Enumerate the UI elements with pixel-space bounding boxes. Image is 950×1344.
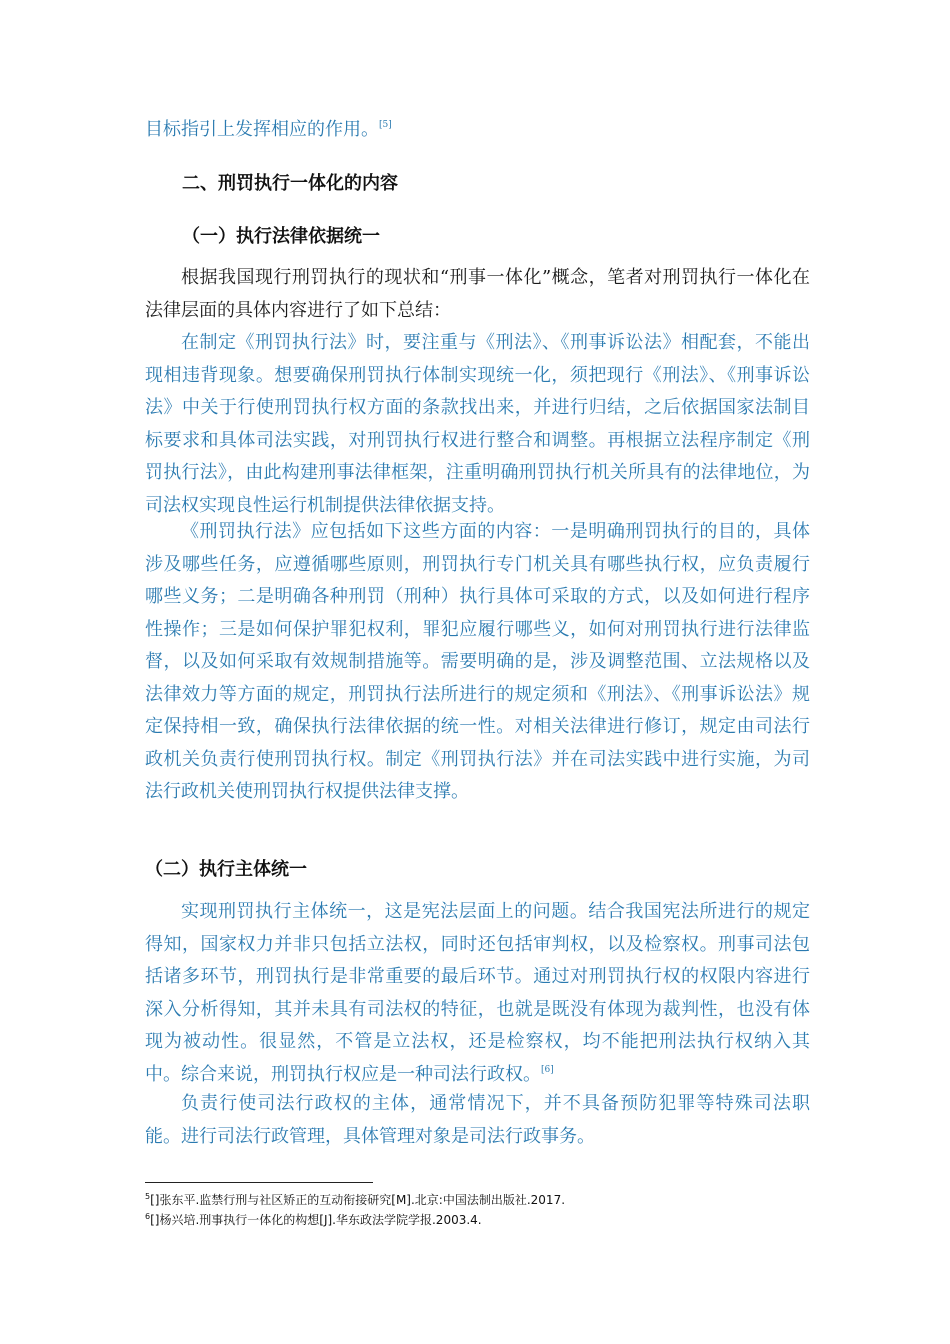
subsection-heading-1: （一）执行法律依据统一 [182, 226, 380, 247]
subsection-heading-2: （二）执行主体统一 [145, 859, 307, 880]
footnote-6 [145, 1212, 482, 1228]
footnote-5 [145, 1192, 565, 1208]
paragraph-execution-law-content: 《刑罚执行法》应包括如下这些方面的内容：一是明确刑罚执行的目的，具体涉及哪些任务，应遵循哪些原则，刑罚执行专门机关具有哪些执行权，应负责履行哪些义务；二是明确各种刑罚（刑种）执行具体可采取的方式，以及如何进行程序性操作；三是如何保护罪犯权利，罪犯应履行哪些义，如何对刑罚执行进行法律监督，以及如何采取有效规制措施等。需要明确的是，涉及调整范围、立法规格以及法律效力等方面的规定，刑罚执行法所进行的规定须和《刑法》、《刑事诉讼法》规定保持相一致，确保执行法律依据的统一性。对相关法律进行修订，规定由司法行政机关负责行使刑罚执行权。制定《刑罚执行法》并在司法实践中进行实施，为司法行政机关使刑罚执行权提供法律支撑。 [145, 521, 810, 802]
paragraph-judicial-administration: 负责行使司法行政权的主体，通常情况下，并不具备预防犯罪等特殊司法职能。进行司法行政管理，具体管理对象是司法行政事务。 [145, 1093, 810, 1147]
footnote-divider [145, 1182, 373, 1183]
paragraph-criminal-law-coordination: 在制定《刑罚执行法》时，要注重与《刑法》、《刑事诉讼法》相配套，不能出现相违背现象。想要确保刑罚执行体制实现统一化，须把现行《刑法》、《刑事诉讼法》中关于行使刑罚执行权方面的条款找出来，并进行归结，之后依据国家法制目标要求和具体司法实践，对刑罚执行权进行整合和调整。再根据立法程序制定《刑罚执行法》，由此构建刑事法律框架，注重明确刑罚执行机关所具有的法律地位，为司法权实现良性运行机制提供法律依据支持。 [145, 332, 810, 516]
section-heading-2: 二、刑罚执行一体化的内容 [182, 173, 398, 194]
citation-ref-5[interactable]: [5] [379, 120, 392, 130]
footnote-5-mark: 5 [145, 1192, 151, 1201]
footnote-6-text: []杨兴培.刑事执行一体化的构想[J].华东政法学院学报.2003.4. [150, 1213, 482, 1227]
intro-paragraph-tail [145, 114, 810, 147]
citation-ref-6[interactable]: [6] [541, 1064, 554, 1075]
paragraph-summary-intro: 根据我国现行刑罚执行的现状和“刑事一体化”概念，笔者对刑罚执行一体化在法律层面的具体内容进行了如下总结： [145, 267, 810, 321]
paragraph-execution-subject-text: 实现刑罚执行主体统一，这是宪法层面上的问题。结合我国宪法所进行的规定得知，国家权力并非只包括立法权，同时还包括审判权，以及检察权。刑事司法包括诸多环节，刑罚执行是非常重要的最后环节。通过对刑罚执行权的权限内容进行深入分析得知，其并未具有司法权的特征，也就是既没有体现为裁判性，也没有体现为被动性。很显然，不管是立法权，还是检察权，均不能把刑法执行权纳入其中。综合来说，刑罚执行权应是一种司法行政权。 [145, 901, 810, 1085]
paragraph-execution-subject [145, 896, 810, 1091]
footnote-5-text: []张东平.监禁行刑与社区矫正的互动衔接研究[M].北京:中国法制出版社.2017. [150, 1193, 566, 1207]
intro-text: 目标指引上发挥相应的作用。 [145, 119, 379, 140]
footnote-6-mark: 6 [145, 1212, 151, 1221]
